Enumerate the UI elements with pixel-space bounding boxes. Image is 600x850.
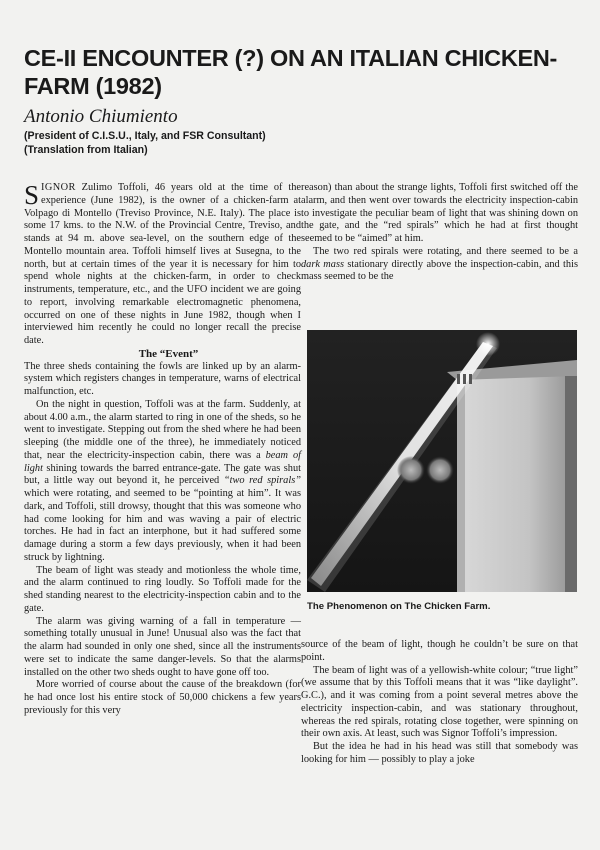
- body-paragraph: More worried of course about the cause of the breakdown (for he had once lost his entire stock of 50,000 chickens a few years previously for this very: [24, 679, 301, 716]
- beam-source-glow: [476, 332, 500, 356]
- body-paragraph: The two red spirals were rotating, and there seemed to be a dark mass stationary directly above the inspection-cabin, and this mass seemed to be the: [301, 245, 578, 283]
- emphasis-text: beam of light: [24, 449, 301, 474]
- body-paragraph: But the idea he had in his head was still that somebody was looking for him — possibly to play a joke: [301, 741, 578, 765]
- drop-cap: S: [24, 180, 40, 210]
- article-author: Antonio Chiumiento: [24, 106, 178, 127]
- section-heading: The “Event”: [138, 347, 199, 360]
- spiral-orb-right: [426, 456, 454, 484]
- right-column-bottom: [301, 639, 578, 767]
- intro-text: Zulimo Toffoli, 46 years old at the time of the experience (June 1982), is the owner of a chicken-farm at Volpago di Montello (Treviso Province, N.E. Italy). The place is some 17 kms. to the N.W. of the Provincial Centre, Treviso, and stands at 94 m. above sea-level, on the southern edge of the Montello mountain area. Toffoli himself lives at Susegna, to the north, but at certain times of the year it is necessary for him to spend whole nights at the chicken-farm, in order to check instruments, temperature, etc., and the UFO incident we are going to report, involving remarkable electromagnetic phenomena, occurred on one of these nights in June 1982, though when I interviewed him recently he could no longer recall the precise date.: [24, 182, 301, 346]
- intro-paragraph: [24, 182, 301, 348]
- photo-caption: The Phenomenon on The Chicken Farm.: [307, 601, 491, 612]
- body-paragraph: The three sheds containing the fowls are linked up by an alarm-system which registers changes in temperature, warns of electrical malfunction, etc.: [24, 360, 301, 397]
- affiliation-line-1: (President of C.I.S.U., Italy, and FSR Consultant): [24, 130, 266, 142]
- body-paragraph: The beam of light was steady and motionless the whole time, and the alarm continued to ring loudly. So Toffoli made for the shed standing nearest to the electricity-inspection cabin and to the gate.: [24, 564, 301, 614]
- body-paragraph: On the night in question, Toffoli was at the farm. Suddenly, at about 4.00 a.m., the alarm started to ring in one of the sheds, so he went to investigate. Stepping out from the shed where he had been sleeping (the middle one of the three), he immediately noticed that, near the electricity-inspection cabin, there was a beam of light shining towards the barred entrance-gate. The gate was shut but, a little way out beyond it, he perceived “two red spirals” which were rotating, and seemed to be “pointing at him”. It was dark, and Toffoli, still drowsy, thought that this was someone who had come looking for him and was waving a pair of electric torches. He had in fact an interphone, but it had suffered some damage during a storm a few days previously, when it had been struck by lightning.: [24, 398, 302, 563]
- phenomenon-photo: [307, 330, 577, 592]
- inspection-cabin: [447, 360, 577, 592]
- body-paragraph: reason) than about the strange lights, Toffoli first switched off the alarm, and then went over towards the electricity inspection-cabin to investigate the peculiar beam of light that was shining down on the gate, and the “red spirals” which he had at first thought seemed to be “aimed” at him.: [301, 182, 578, 244]
- article-title: CE-II ENCOUNTER (?) ON AN ITALIAN CHICKEN-FARM (1982): [24, 45, 558, 99]
- body-paragraph: The alarm was giving warning of a fall in temperature — something totally unusual in June! Unusual also was the fact that the alarm had sounded in only one shed, since all the instruments were set to indicate the same danger-levels. So that the alarms installed on the other two sheds ought to have gone off too.: [24, 615, 301, 678]
- body-paragraph: source of the beam of light, though he couldn’t be sure on that point.: [301, 639, 578, 663]
- left-column: [24, 182, 301, 718]
- emphasis-text: dark mass: [301, 258, 345, 270]
- affiliation-line-2: (Translation from Italian): [24, 144, 148, 156]
- body-paragraph: The beam of light was of a yellowish-white colour; “true light” (we assume that by this Toffoli means that it was “like daylight”. G.C.), and it was coming from a point several metres above the electricity inspection-cabin, and was stationary throughout, whereas the red spirals, rotating close together, were spinning on their own axis. At least, such was Signor Toffoli’s impression.: [301, 664, 578, 740]
- author-affiliation: [24, 129, 266, 157]
- gate-posts: [457, 374, 472, 384]
- small-caps-lead: IGNOR: [41, 182, 76, 193]
- right-column-top: [301, 182, 578, 284]
- photo-illustration: [307, 330, 577, 592]
- emphasis-text: “two red spirals”: [223, 475, 302, 487]
- spiral-orb-left: [397, 456, 425, 484]
